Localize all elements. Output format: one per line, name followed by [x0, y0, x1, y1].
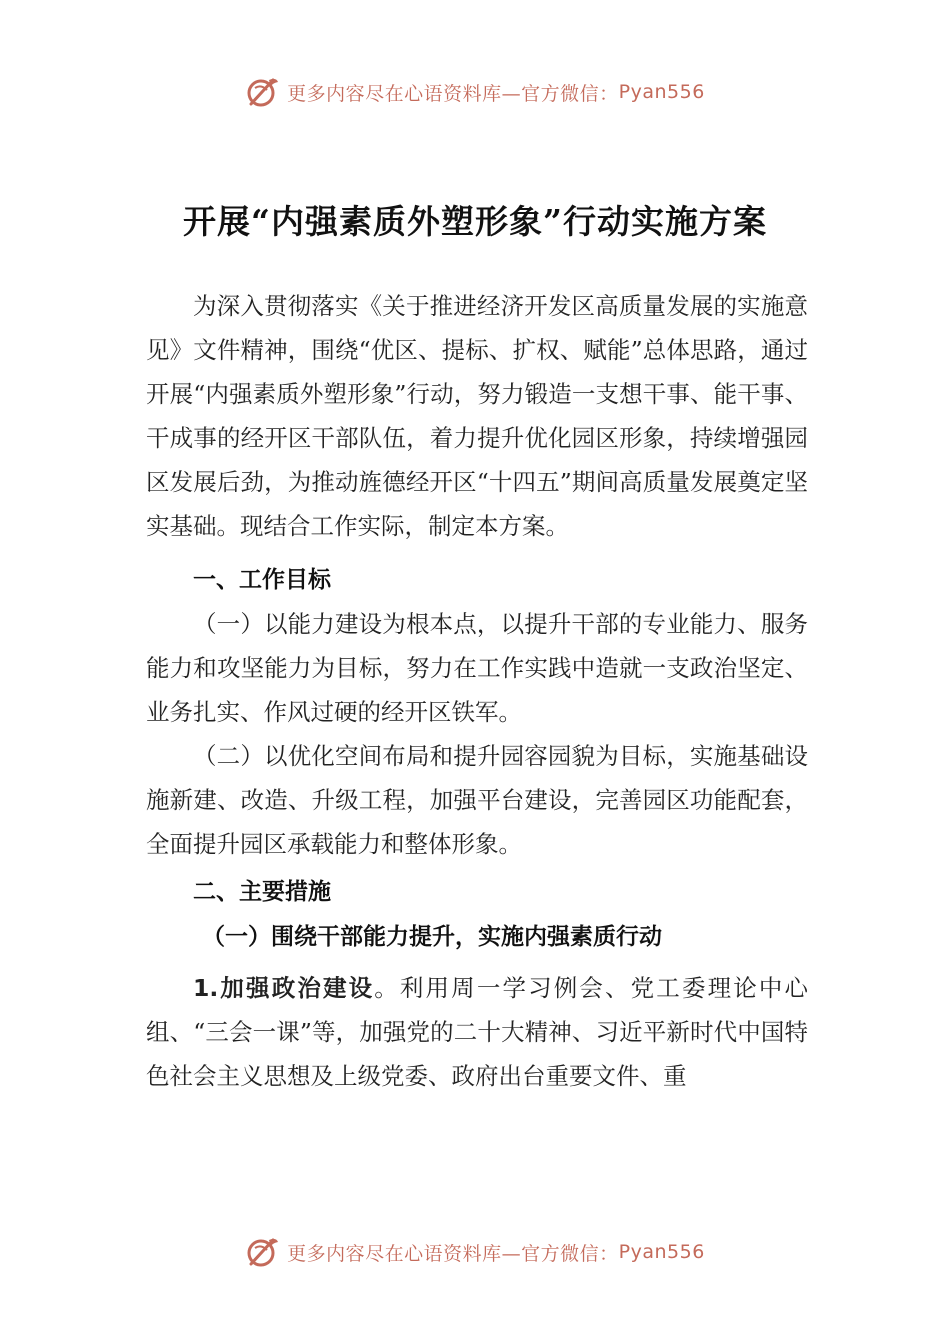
goal-paragraph-1: （一）以能力建设为根本点，以提升干部的专业能力、服务能力和攻坚能力为目标，努力在工作实践中造就一支政治坚定、业务扎实、作风过硬的经开区铁军。 — [146, 610, 808, 726]
watermark-wechat-id: Pyan556 — [618, 81, 705, 103]
watermark-text: 更多内容尽在心语资料库—官方微信： — [287, 1242, 619, 1265]
watermark-header — [0, 72, 950, 112]
brush-logo-icon — [245, 74, 281, 110]
intro-paragraph: 为深入贯彻落实《关于推进经济开发区高质量发展的实施意见》文件精神，围绕“优区、提标、扩权、赋能”总体思路，通过开展“内强素质外塑形象”行动，努力锻造一支想干事、能干事、干成事的经开区干部队伍，着力提升优化园区形象，持续增强园区发展后劲，为推动旌德经开区“十四五”期间高质量发展奠定坚实基础。现结合工作实际，制定本方案。 — [146, 292, 808, 540]
watermark-footer — [0, 1232, 950, 1272]
watermark-wechat-id: Pyan556 — [618, 1241, 705, 1263]
section-heading-measures: 二、主要措施 — [193, 879, 331, 905]
brush-logo-icon — [245, 1234, 281, 1270]
section-heading-goals: 一、工作目标 — [193, 567, 331, 593]
measure-item-1-text: 。利用周一学习例会、党工委理论中心组、“三会一课”等，加强党的二十大精神、习近平新时代中国特色社会主义思想及上级党委、政府出台重要文件、重 — [146, 974, 809, 1090]
measure-item-1-lead: 1.加强政治建设 — [193, 974, 375, 1002]
watermark-text: 更多内容尽在心语资料库—官方微信： — [287, 82, 619, 105]
document-title: 开展“内强素质外塑形象”行动实施方案 — [183, 202, 767, 241]
measure-item-1 — [146, 966, 808, 1098]
subsection-heading-1: （一）围绕干部能力提升，实施内强素质行动 — [202, 924, 662, 950]
goal-paragraph-2: （二）以优化空间布局和提升园容园貌为目标，实施基础设施新建、改造、升级工程，加强平台建设，完善园区功能配套，全面提升园区承载能力和整体形象。 — [146, 742, 808, 858]
document-body — [146, 284, 808, 1098]
